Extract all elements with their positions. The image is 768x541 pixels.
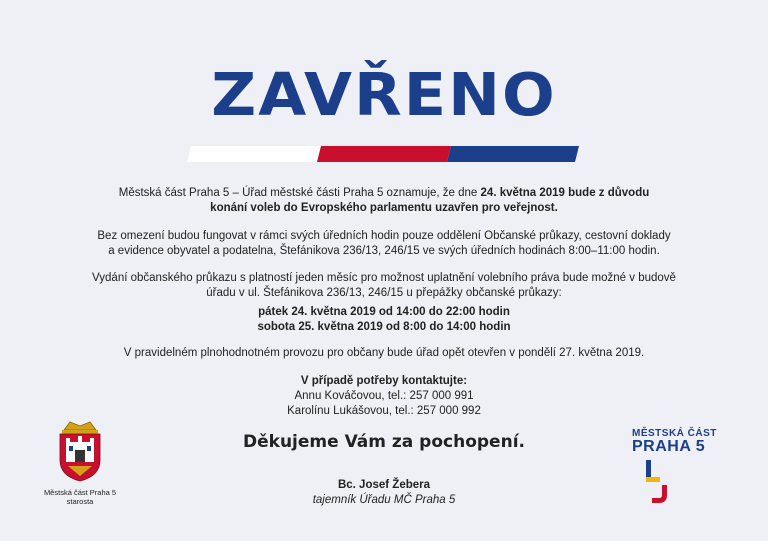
flag-blue-segment [447,146,579,162]
praha5-logo [632,428,742,507]
opening-times [0,305,768,335]
id-card-line-1: Vydání občanského průkazu s platností jeden měsíc pro možnost uplatnění volebního práva bude možné v budově [92,272,676,284]
page-title: ZAVŘENO [211,59,557,130]
contact-heading: V případě potřeby kontaktujte: [300,375,468,387]
intro-paragraph [0,186,768,216]
contact-block [0,374,768,419]
id-card-line-2: úřadu v ul. Štefánikova 236/13, 246/15 u přepážky občanské průkazy: [206,287,562,299]
flag-red-segment [317,146,451,162]
flag-stripe [187,146,579,162]
reopen-paragraph: V pravidelném plnohodnotném provozu pro občany bude úřad opět otevřen v pondělí 27. května 2019. [123,347,645,359]
crest-caption-line-2: starosta [66,497,94,506]
limits-line-2: a evidence obyvatel a podatelna, Štefánikova 236/13, 246/15 ve svých úředních hodinách 8:00–11:00 hodin. [108,245,660,257]
crest-caption-line-1: Městská část Praha 5 [43,488,117,497]
signature-role: tajemník Úřadu MČ Praha 5 [312,494,456,506]
intro-line-2: konání voleb do Evropského parlamentu uzavřen pro veřejnost. [210,202,558,214]
signature-name: Bc. Josef Žebera [337,479,431,491]
thanks-heading: Děkujeme Vám za pochopení. [243,432,525,452]
limits-paragraph [0,229,768,259]
contact-person-2: Karolínu Lukášovou, tel.: 257 000 992 [287,405,481,417]
opening-time-saturday: sobota 25. května 2019 od 8:00 do 14:00 hodin [257,321,511,333]
intro-line-1: Městská část Praha 5 – Úřad městské části Praha 5 oznamuje, že dne 24. května 2019 bude z důvodu [118,187,650,199]
logo-line-2: PRAHA 5 [632,438,706,455]
logo-line-1: MĚSTSKÁ ČÁST [632,428,717,439]
contact-person-1: Annu Kováčovou, tel.: 257 000 991 [294,390,474,402]
coat-of-arms-icon [56,420,104,482]
logo-mark-icon [632,457,672,507]
limits-line-1: Bez omezení budou fungovat v rámci svých úředních hodin pouze oddělení Občanské průkazy, cestovní doklady [97,230,671,242]
crest-caption [30,488,130,506]
flag-white-segment [187,146,321,162]
opening-time-friday: pátek 24. května 2019 od 14:00 do 22:00 hodin [258,306,510,318]
id-card-paragraph [0,271,768,301]
